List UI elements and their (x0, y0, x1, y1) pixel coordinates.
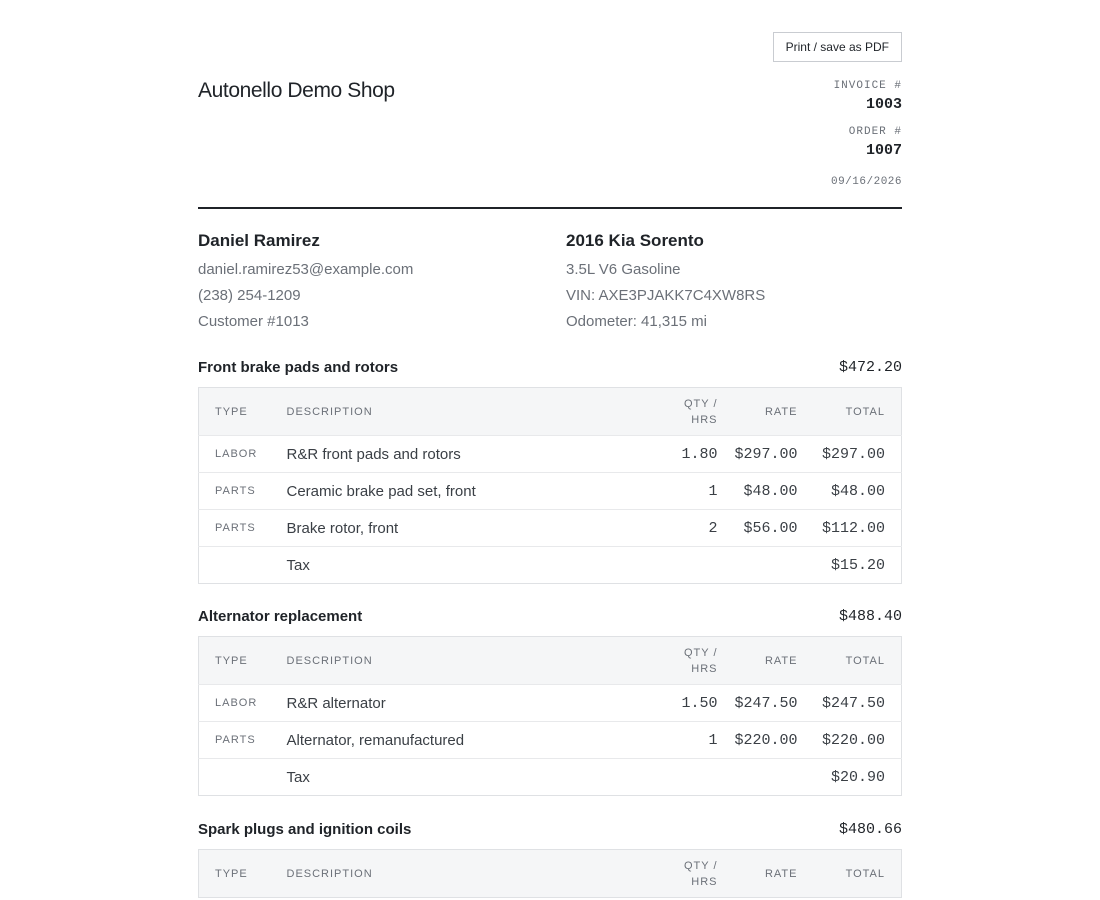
job-header (198, 608, 902, 625)
item-rate: $297.00 (734, 445, 798, 463)
order-number: 1007 (865, 142, 902, 159)
customer-block (198, 231, 413, 335)
column-header-qty: QTY / HRS (683, 859, 718, 888)
item-total: $20.90 (830, 768, 885, 786)
vehicle-vin: VIN: AXE3PJAKK7C4XW8RS (566, 287, 766, 304)
column-header-description: DESCRIPTION (286, 654, 373, 667)
order-number-label: ORDER # (848, 126, 902, 138)
vehicle-odometer: Odometer: 41,315 mi (566, 313, 707, 330)
item-description: Tax (286, 556, 310, 574)
item-total: $247.50 (821, 694, 885, 712)
item-total: $48.00 (830, 482, 885, 500)
item-description: Brake rotor, front (286, 519, 399, 537)
item-type (199, 547, 271, 584)
column-header-rate: RATE (764, 654, 798, 667)
table-row (199, 473, 902, 510)
column-header-type: TYPE (215, 654, 248, 667)
item-description: Alternator, remanufactured (286, 731, 465, 749)
table-header-row (199, 850, 902, 898)
item-type (199, 759, 271, 796)
table-row (199, 722, 902, 759)
item-type: PARTS (215, 485, 256, 497)
item-qty: 1.80 (681, 445, 718, 463)
invoice-number-block (834, 80, 902, 113)
column-header-type: TYPE (215, 405, 248, 418)
job-total: $480.66 (838, 821, 902, 838)
vehicle-title: 2016 Kia Sorento (566, 231, 704, 250)
table-row (199, 510, 902, 547)
customer-number: Customer #1013 (198, 313, 309, 330)
column-header-type: TYPE (215, 867, 248, 880)
invoice-date: 09/16/2026 (830, 176, 902, 188)
order-number-block (849, 126, 902, 159)
job-items-table (198, 387, 902, 584)
job-title: Front brake pads and rotors (198, 359, 399, 376)
item-qty (648, 547, 718, 584)
item-type: LABOR (215, 697, 258, 709)
job-total: $488.40 (838, 608, 902, 625)
invoice-number: 1003 (865, 96, 902, 113)
column-header-description: DESCRIPTION (286, 405, 373, 418)
item-rate (718, 547, 798, 584)
job-header (198, 359, 902, 376)
shop-name: Autonello Demo Shop (198, 79, 395, 102)
item-rate: $220.00 (734, 731, 798, 749)
print-save-pdf-button[interactable]: Print / save as PDF (773, 32, 902, 62)
item-total: $112.00 (821, 519, 885, 537)
job-header (198, 821, 902, 838)
job-title: Alternator replacement (198, 608, 363, 625)
item-qty: 1 (708, 482, 718, 500)
job-items-table (198, 849, 902, 898)
item-qty: 2 (708, 519, 718, 537)
column-header-rate: RATE (764, 867, 798, 880)
column-header-total: TOTAL (845, 405, 885, 418)
item-qty: 1.50 (681, 694, 718, 712)
item-type: PARTS (215, 734, 256, 746)
table-header-row (199, 388, 902, 436)
job-title: Spark plugs and ignition coils (198, 821, 412, 838)
column-header-rate: RATE (764, 405, 798, 418)
item-type: LABOR (215, 448, 258, 460)
item-description: Ceramic brake pad set, front (286, 482, 476, 500)
item-rate: $48.00 (743, 482, 798, 500)
tax-row (199, 759, 902, 796)
column-header-qty: QTY / HRS (683, 646, 718, 675)
item-qty (648, 759, 718, 796)
customer-email: daniel.ramirez53@example.com (198, 261, 414, 278)
column-header-total: TOTAL (845, 654, 885, 667)
item-total: $15.20 (830, 556, 885, 574)
customer-name: Daniel Ramirez (198, 231, 320, 250)
item-total: $297.00 (821, 445, 885, 463)
table-header-row (199, 637, 902, 685)
column-header-qty: QTY / HRS (683, 397, 718, 426)
table-row (199, 436, 902, 473)
tax-row (199, 547, 902, 584)
item-rate: $247.50 (734, 694, 798, 712)
item-description: Tax (286, 768, 310, 786)
item-total: $220.00 (821, 731, 885, 749)
header-divider (198, 207, 902, 209)
column-header-description: DESCRIPTION (286, 867, 373, 880)
customer-phone: (238) 254-1209 (198, 287, 301, 304)
job-items-table (198, 636, 902, 796)
vehicle-block (566, 231, 765, 335)
item-rate (718, 759, 798, 796)
item-description: R&R alternator (286, 694, 386, 712)
column-header-total: TOTAL (845, 867, 885, 880)
invoice-number-label: INVOICE # (833, 80, 902, 92)
item-type: PARTS (215, 522, 256, 534)
item-rate: $56.00 (743, 519, 798, 537)
vehicle-engine: 3.5L V6 Gasoline (566, 261, 681, 278)
item-description: R&R front pads and rotors (286, 445, 461, 463)
job-total: $472.20 (838, 359, 902, 376)
table-row (199, 685, 902, 722)
item-qty: 1 (708, 731, 718, 749)
